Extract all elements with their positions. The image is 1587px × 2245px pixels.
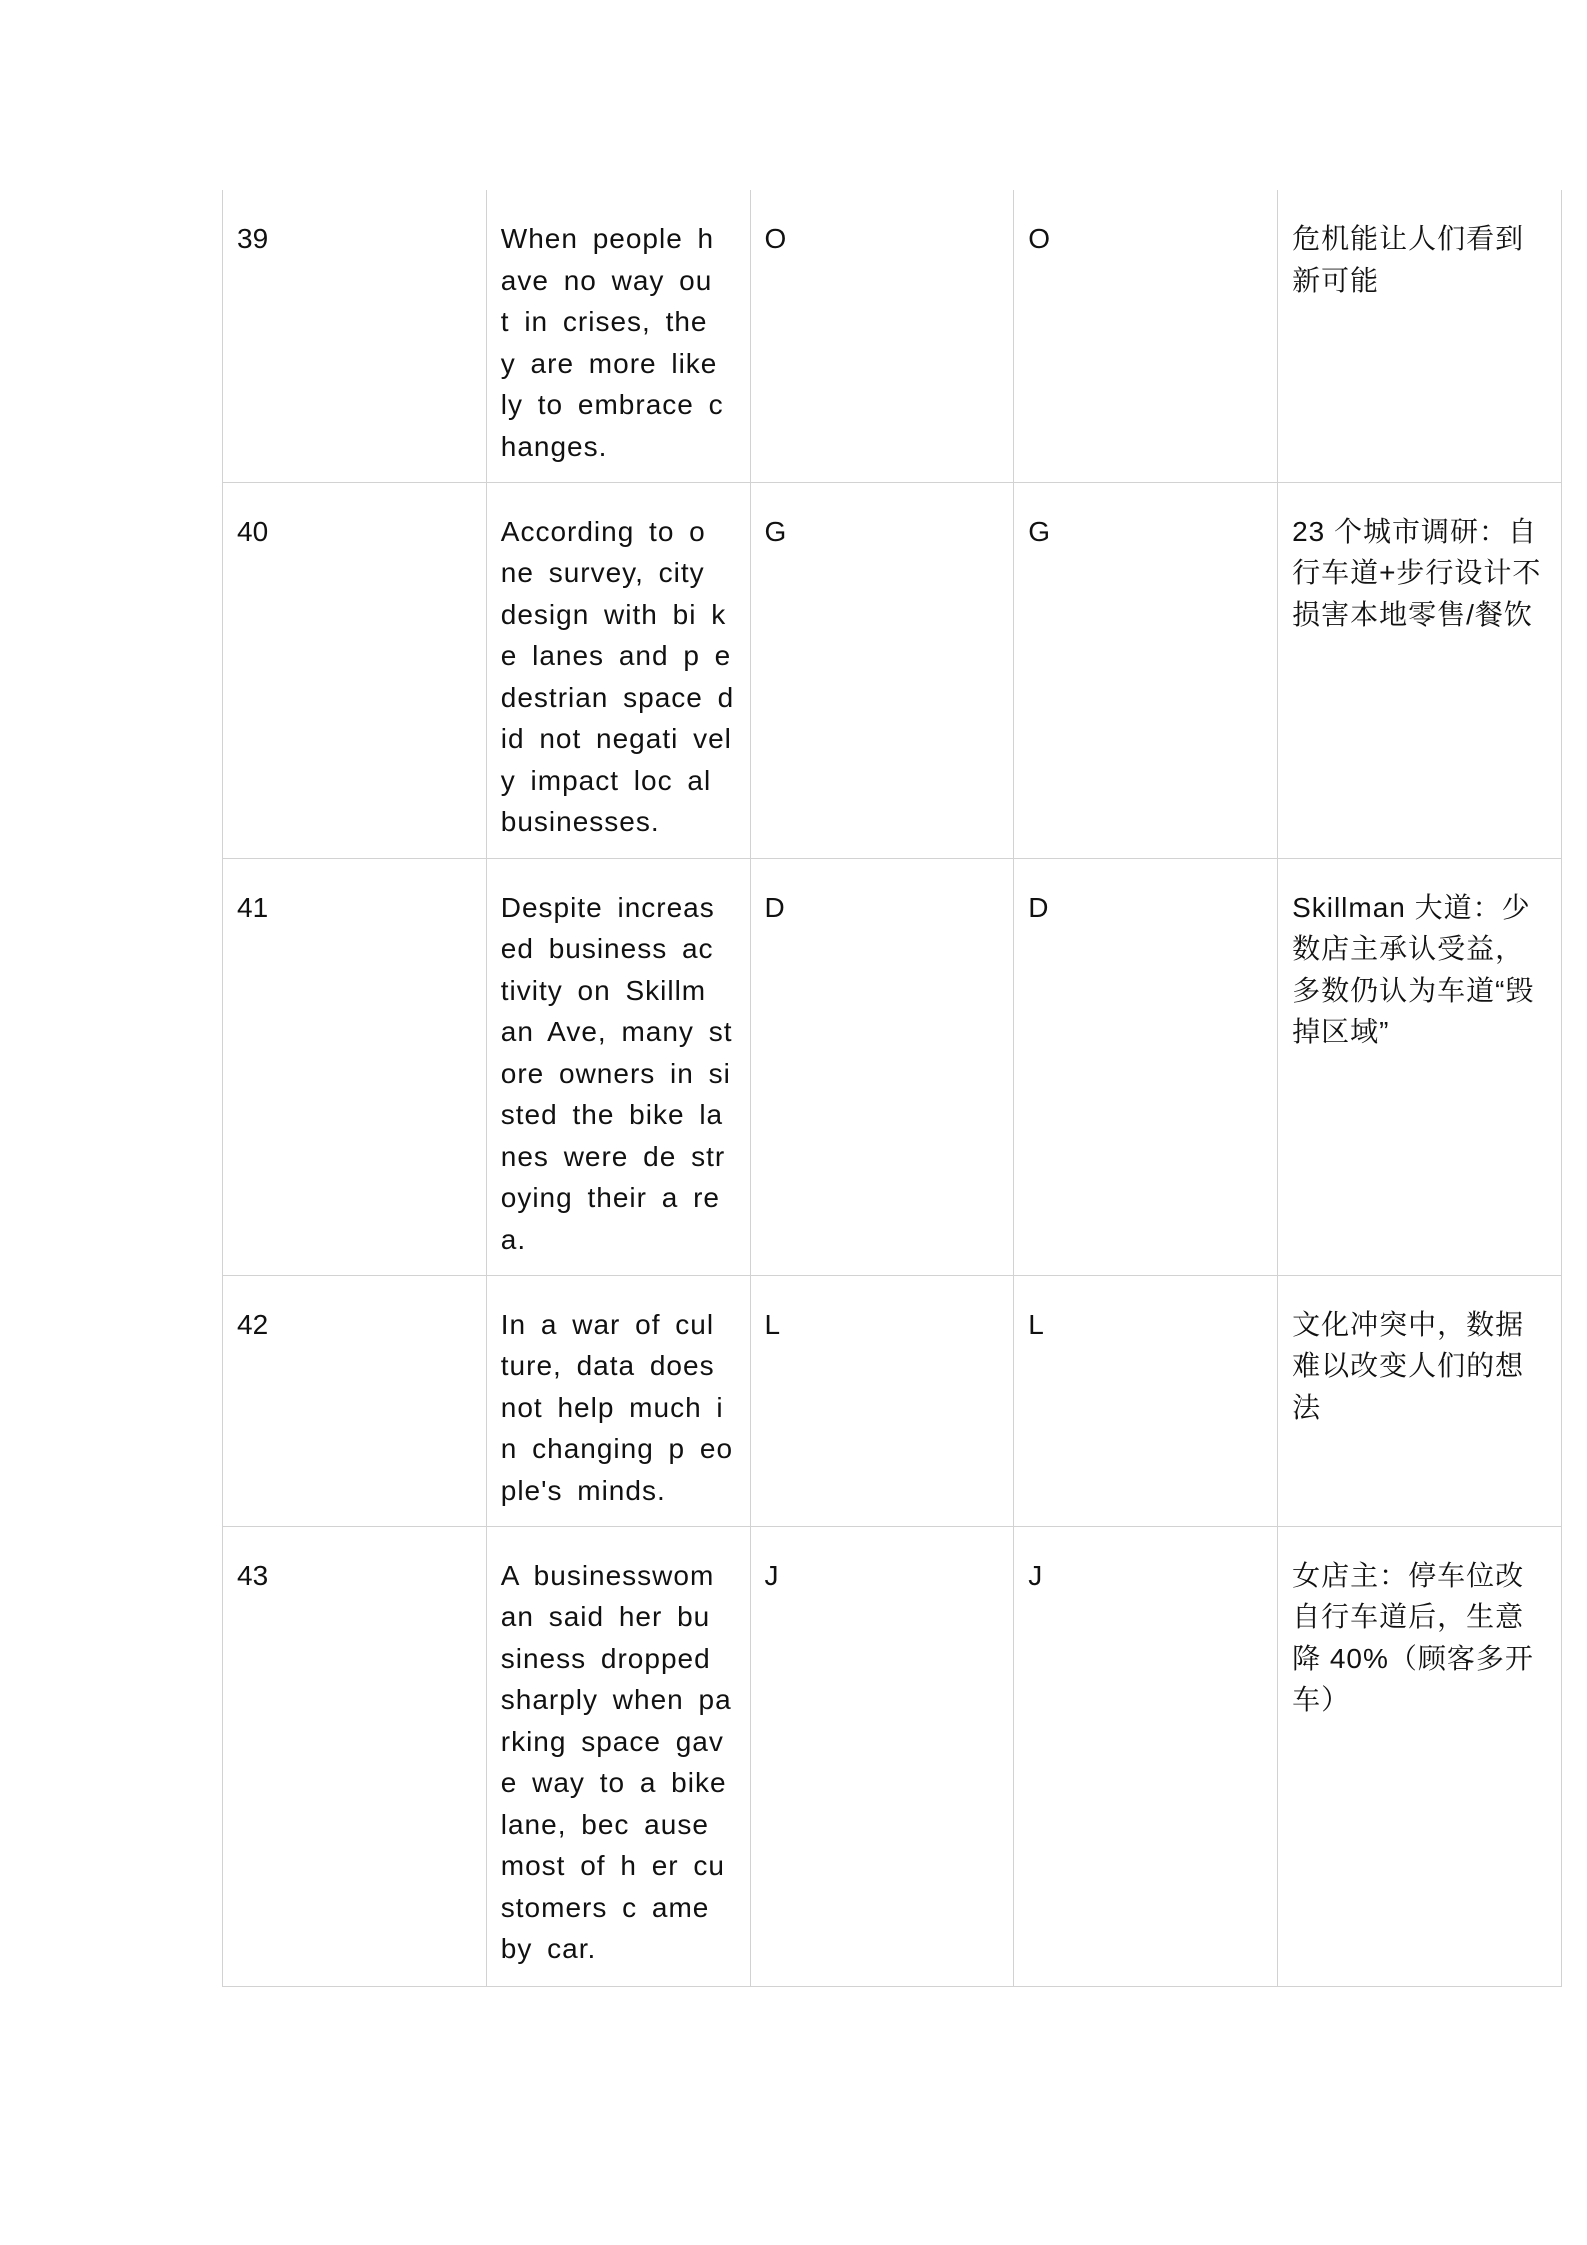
table-row [223,1275,1562,1526]
english-statement: According to o ne survey, city design with bi ke lanes and p edestrian space did not negati vely impact loc al businesses. [486,482,750,858]
chinese-note: 危机能让人们看到新可能 [1278,190,1562,482]
answer-letter: J [750,1526,1014,1986]
answer-letter: D [750,858,1014,1275]
table-row [223,858,1562,1275]
answer-table [222,190,1562,1987]
question-number: 39 [223,190,487,482]
table-row [223,482,1562,858]
chinese-note: 文化冲突中，数据难以改变人们的想法 [1278,1275,1562,1526]
answer-letter: O [750,190,1014,482]
english-statement: Despite increas ed business ac tivity on Skillm an Ave, many store owners in sisted the bike lanes were de stroying their a rea. [486,858,750,1275]
chinese-note: Skillman 大道：少数店主承认受益，多数仍认为车道“毁掉区域” [1278,858,1562,1275]
answer-letter: G [750,482,1014,858]
question-number: 40 [223,482,487,858]
key-letter: J [1014,1526,1278,1986]
question-number: 43 [223,1526,487,1986]
question-number: 42 [223,1275,487,1526]
key-letter: G [1014,482,1278,858]
table-row [223,190,1562,482]
english-statement: A businesswom an said her bu siness dropped sharply when parking space gave way to a bike lane, bec ause most of h er customers c ame by car. [486,1526,750,1986]
english-statement: When people h ave no way ou t in crises, the y are more like ly to embrace changes. [486,190,750,482]
table-row [223,1526,1562,1986]
key-letter: L [1014,1275,1278,1526]
key-letter: O [1014,190,1278,482]
chinese-note: 女店主：停车位改自行车道后，生意降 40%（顾客多开车） [1278,1526,1562,1986]
chinese-note: 23 个城市调研：自行车道+步行设计不损害本地零售/餐饮 [1278,482,1562,858]
english-statement: In a war of cul ture, data does not help much in changing p eople's minds. [486,1275,750,1526]
key-letter: D [1014,858,1278,1275]
question-number: 41 [223,858,487,1275]
answer-letter: L [750,1275,1014,1526]
